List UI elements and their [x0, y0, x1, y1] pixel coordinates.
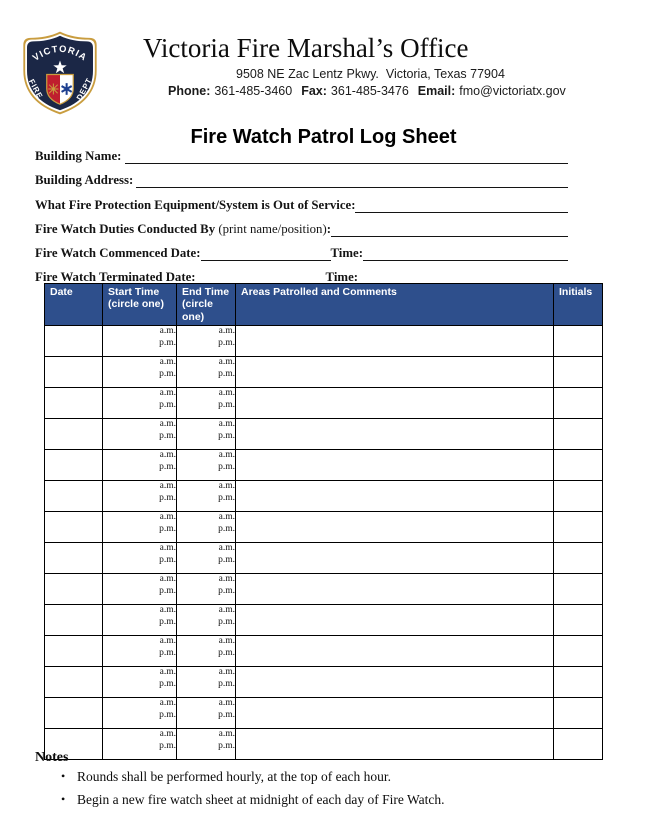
terminated-time-label: Time: [325, 270, 359, 284]
note-item [61, 791, 445, 809]
bullet-icon: • [61, 769, 66, 783]
log-row [45, 512, 603, 543]
end-time-cell [177, 574, 236, 605]
end-time-cell [177, 667, 236, 698]
initials-cell [554, 729, 603, 760]
log-row [45, 698, 603, 729]
am-option: a.m. [218, 450, 235, 461]
note-item [61, 768, 445, 786]
log-row [45, 481, 603, 512]
am-option: a.m. [218, 326, 235, 337]
initials-cell [554, 698, 603, 729]
am-option: a.m. [159, 512, 176, 523]
col-areas-label: Areas Patrolled and Comments [241, 286, 397, 298]
areas-cell [236, 698, 554, 729]
start-time-cell [103, 729, 177, 760]
date-cell [45, 698, 103, 729]
am-option: a.m. [159, 450, 176, 461]
areas-cell [236, 574, 554, 605]
am-option: a.m. [218, 605, 235, 616]
pm-option: p.m. [218, 740, 235, 751]
date-cell [45, 636, 103, 667]
col-start-label: Start Time [108, 286, 160, 298]
pm-option: p.m. [218, 585, 235, 596]
date-cell [45, 481, 103, 512]
end-time-cell [177, 450, 236, 481]
am-option: a.m. [218, 419, 235, 430]
email-label: Email: [417, 84, 456, 98]
building-address-label: Building Address: [35, 173, 137, 187]
pm-option: p.m. [218, 523, 235, 534]
initials-cell [554, 574, 603, 605]
col-start-sub: (circle one) [108, 298, 165, 311]
org-address: 9508 NE Zac Lentz Pkwy. Victoria, Texas 77904 [236, 67, 505, 81]
building-address-line [35, 173, 568, 188]
pm-option: p.m. [159, 740, 176, 751]
initials-cell [554, 419, 603, 450]
log-row [45, 326, 603, 357]
duties-label-colon: : [326, 222, 331, 236]
pm-option: p.m. [218, 554, 235, 565]
areas-cell [236, 512, 554, 543]
end-time-cell [177, 605, 236, 636]
start-time-cell [103, 543, 177, 574]
col-end-label: End Time [182, 286, 230, 298]
log-row [45, 636, 603, 667]
am-option: a.m. [218, 636, 235, 647]
initials-cell [554, 388, 603, 419]
pm-option: p.m. [159, 337, 176, 348]
pm-option: p.m. [218, 647, 235, 658]
terminated-label: Fire Watch Terminated Date: [35, 270, 196, 284]
am-option: a.m. [159, 326, 176, 337]
end-time-cell [177, 543, 236, 574]
building-name-label: Building Name: [35, 149, 125, 163]
date-cell [45, 574, 103, 605]
end-time-cell [177, 419, 236, 450]
end-time-cell [177, 481, 236, 512]
col-header-start-time [103, 284, 177, 326]
col-header-initials [554, 284, 603, 326]
pm-option: p.m. [218, 337, 235, 348]
pm-option: p.m. [218, 399, 235, 410]
start-time-cell [103, 636, 177, 667]
pm-option: p.m. [159, 585, 176, 596]
initials-cell [554, 481, 603, 512]
start-time-cell [103, 512, 177, 543]
pm-option: p.m. [159, 523, 176, 534]
pm-option: p.m. [159, 368, 176, 379]
building-name-line [35, 149, 568, 164]
pm-option: p.m. [159, 709, 176, 720]
patrol-log-body [45, 326, 603, 760]
areas-cell [236, 419, 554, 450]
pm-option: p.m. [218, 616, 235, 627]
end-time-cell [177, 729, 236, 760]
notes-list [61, 768, 445, 814]
equipment-label: What Fire Protection Equipment/System is Out of Service: [35, 198, 356, 212]
am-option: a.m. [159, 698, 176, 709]
initials-cell [554, 667, 603, 698]
phone-label: Phone: [168, 84, 211, 98]
areas-cell [236, 636, 554, 667]
log-row [45, 419, 603, 450]
phone-value: 361-485-3460 [214, 84, 293, 98]
pm-option: p.m. [159, 678, 176, 689]
form-title: Fire Watch Patrol Log Sheet [190, 126, 457, 148]
areas-cell [236, 388, 554, 419]
badge-dept-text: DEPT [74, 76, 94, 102]
bullet-icon: • [61, 792, 66, 807]
log-row [45, 357, 603, 388]
areas-cell [236, 326, 554, 357]
start-time-cell [103, 574, 177, 605]
areas-cell [236, 605, 554, 636]
date-cell [45, 419, 103, 450]
am-option: a.m. [159, 543, 176, 554]
pm-option: p.m. [159, 554, 176, 565]
col-header-date [45, 284, 103, 326]
date-cell [45, 605, 103, 636]
date-cell [45, 388, 103, 419]
duties-label-paren: (print name/position) [218, 222, 327, 236]
initials-cell [554, 450, 603, 481]
pm-option: p.m. [218, 368, 235, 379]
log-row [45, 450, 603, 481]
commenced-date-field [201, 245, 331, 261]
col-header-end-time [177, 284, 236, 326]
start-time-cell [103, 698, 177, 729]
commenced-line [35, 246, 568, 261]
col-date-label: Date [50, 286, 73, 298]
org-title: Victoria Fire Marshal’s Office [143, 33, 469, 63]
initials-cell [554, 605, 603, 636]
end-time-cell [177, 698, 236, 729]
commenced-time-field [363, 245, 568, 261]
initials-cell [554, 636, 603, 667]
am-option: a.m. [159, 574, 176, 585]
pm-option: p.m. [159, 399, 176, 410]
pm-option: p.m. [218, 678, 235, 689]
start-time-cell [103, 388, 177, 419]
pm-option: p.m. [218, 461, 235, 472]
start-time-cell [103, 450, 177, 481]
am-option: a.m. [159, 636, 176, 647]
am-option: a.m. [218, 388, 235, 399]
patrol-log-header [45, 284, 603, 326]
am-option: a.m. [218, 729, 235, 740]
date-cell [45, 543, 103, 574]
notes-heading: Notes [35, 750, 69, 765]
pm-option: p.m. [159, 616, 176, 627]
date-cell [45, 450, 103, 481]
am-option: a.m. [218, 512, 235, 523]
am-option: a.m. [159, 729, 176, 740]
start-time-cell [103, 357, 177, 388]
note-text: Begin a new fire watch sheet at midnight of each day of Fire Watch. [77, 792, 445, 808]
pm-option: p.m. [159, 461, 176, 472]
equipment-out-of-service-line [35, 198, 568, 213]
pm-option: p.m. [159, 647, 176, 658]
log-row [45, 388, 603, 419]
date-cell [45, 512, 103, 543]
fax-label: Fax: [301, 84, 327, 98]
end-time-cell [177, 636, 236, 667]
note-text: Rounds shall be performed hourly, at the top of each hour. [77, 769, 392, 784]
building-name-field [125, 148, 568, 164]
areas-cell [236, 357, 554, 388]
commenced-time-label: Time: [330, 246, 363, 260]
pm-option: p.m. [218, 709, 235, 720]
building-address-field [136, 172, 568, 188]
initials-cell [554, 357, 603, 388]
am-option: a.m. [159, 388, 176, 399]
log-row [45, 667, 603, 698]
am-option: a.m. [218, 481, 235, 492]
log-row [45, 605, 603, 636]
am-option: a.m. [159, 419, 176, 430]
am-option: a.m. [218, 574, 235, 585]
col-end-sub: (circle one) [182, 298, 213, 323]
am-option: a.m. [159, 667, 176, 678]
start-time-cell [103, 481, 177, 512]
date-cell [45, 357, 103, 388]
duties-label: Fire Watch Duties Conducted By [35, 222, 219, 236]
duties-field [331, 221, 568, 237]
start-time-cell [103, 605, 177, 636]
start-time-cell [103, 667, 177, 698]
am-option: a.m. [159, 481, 176, 492]
log-row [45, 729, 603, 760]
date-cell [45, 326, 103, 357]
areas-cell [236, 667, 554, 698]
areas-cell [236, 450, 554, 481]
am-option: a.m. [218, 543, 235, 554]
am-option: a.m. [159, 357, 176, 368]
start-time-cell [103, 326, 177, 357]
commenced-label: Fire Watch Commenced Date: [35, 246, 201, 260]
end-time-cell [177, 357, 236, 388]
am-option: a.m. [218, 698, 235, 709]
initials-cell [554, 543, 603, 574]
log-row [45, 574, 603, 605]
duties-conducted-by-line [35, 222, 568, 237]
col-header-areas [236, 284, 554, 326]
fax-value: 361-485-3476 [330, 84, 409, 98]
col-initials-label: Initials [559, 286, 593, 298]
pm-option: p.m. [218, 492, 235, 503]
badge-arc-text: VICTORIA [30, 43, 90, 63]
pm-option: p.m. [159, 430, 176, 441]
log-row [45, 543, 603, 574]
areas-cell [236, 543, 554, 574]
initials-cell [554, 326, 603, 357]
date-cell [45, 667, 103, 698]
org-contact-line [168, 84, 566, 98]
fire-scramble-center [52, 87, 55, 90]
am-option: a.m. [218, 357, 235, 368]
am-option: a.m. [159, 605, 176, 616]
areas-cell [236, 729, 554, 760]
patrol-log-table [44, 283, 603, 760]
pm-option: p.m. [218, 430, 235, 441]
badge-fire-text: FIRE [26, 77, 45, 101]
end-time-cell [177, 512, 236, 543]
pm-option: p.m. [159, 492, 176, 503]
start-time-cell [103, 419, 177, 450]
email-value: fmo@victoriatx.gov [459, 84, 566, 98]
end-time-cell [177, 388, 236, 419]
am-option: a.m. [218, 667, 235, 678]
initials-cell [554, 512, 603, 543]
victoria-fire-dept-badge-logo [21, 30, 99, 116]
areas-cell [236, 481, 554, 512]
equipment-field [355, 197, 568, 213]
end-time-cell [177, 326, 236, 357]
